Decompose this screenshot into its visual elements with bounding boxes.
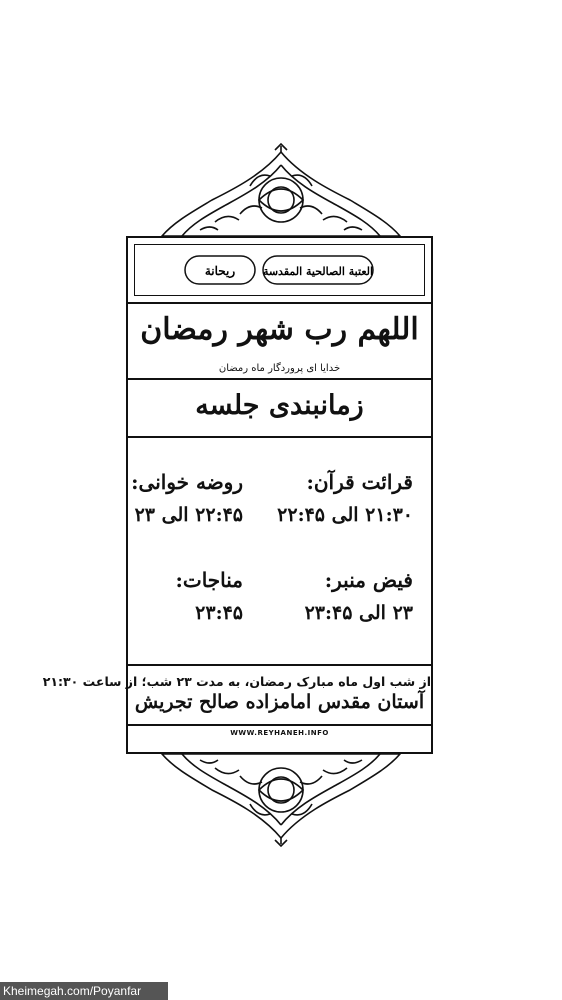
schedule-item-monajat <box>113 568 243 624</box>
website-url: WWW.REYHANEH.INFO <box>230 729 329 737</box>
svg-text:ريحانة: ريحانة <box>204 264 235 278</box>
schedule-item-rowzeh <box>113 470 243 526</box>
poster-frame <box>42 236 433 754</box>
schedule-time: ۲۱:۳۰ الی ۲۲:۴۵ <box>277 504 413 526</box>
schedule-time: ۲۲:۴۵ الی ۲۳ <box>134 504 243 526</box>
svg-text:العتبة الصالحية المقدسة: العتبة الصالحية المقدسة <box>262 265 373 278</box>
shrine-logo <box>175 253 385 287</box>
header-band <box>128 238 431 304</box>
schedule-item-menbar <box>283 568 413 624</box>
page-title: اللهم رب شهر رمضان <box>140 312 419 347</box>
page-subtitle: خدایا ای پروردگار ماه رمضان <box>218 363 341 374</box>
schedule-heading: زمانبندی جلسه <box>128 378 431 438</box>
bottom-ornament <box>162 754 400 846</box>
schedule-label: مناجات: <box>175 568 243 592</box>
footer-venue: آستان مقدس امامزاده صالح تجریش <box>134 691 425 713</box>
schedule-time: ۲۳:۴۵ <box>195 602 243 624</box>
schedule-label: روضه خوانی: <box>131 470 243 494</box>
footer-band <box>42 664 431 726</box>
footer-dates: از شب اول ماه مبارک رمضان، به مدت ۲۳ شب؛ از ساعت ۲۱:۳۰ <box>42 674 431 689</box>
watermark: Kheimegah.com/Poyanfar <box>0 982 168 1000</box>
schedule-time: ۲۳ الی ۲۳:۴۵ <box>304 602 413 624</box>
schedule-item-quran <box>277 470 413 526</box>
top-ornament <box>162 144 400 236</box>
schedule-label: فیض منبر: <box>324 568 413 592</box>
schedule-label: قرائت قرآن: <box>306 470 413 494</box>
